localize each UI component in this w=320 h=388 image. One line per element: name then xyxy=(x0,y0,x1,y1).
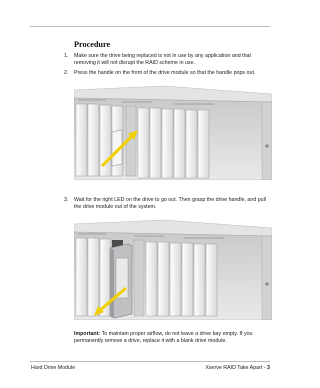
raid-front-illustration xyxy=(74,84,272,180)
figure-handle-pops-out xyxy=(74,84,272,180)
important-note xyxy=(74,331,274,346)
important-text: To maintain proper airflow, do not leave a drive bay empty. If you permanently remove a drive, replace it with a blank drive module. xyxy=(74,331,253,345)
page-number: 3 xyxy=(267,365,270,371)
step-number: 3. xyxy=(64,197,69,203)
bottom-divider xyxy=(30,361,270,362)
footer-section-title: Hard Drive Module xyxy=(31,365,76,371)
drive-removal-illustration xyxy=(74,218,272,320)
section-heading: Procedure xyxy=(74,40,111,49)
important-label: Important: xyxy=(74,331,101,337)
step-number: 1. xyxy=(64,53,69,59)
figure-drive-pulled-out xyxy=(74,218,272,320)
step-3 xyxy=(64,197,274,212)
step-text: Make sure the drive being replaced is not in use by any application and that removing it will not disrupt the RAID scheme in use. xyxy=(74,53,251,67)
footer-doc-title: Xserve RAID Take Apart - xyxy=(205,365,268,371)
step-1 xyxy=(64,53,274,68)
step-2 xyxy=(64,70,274,77)
footer-page-info xyxy=(205,365,270,371)
step-text: Press the handle on the front of the drive module so that the handle pops out. xyxy=(74,70,256,76)
top-divider xyxy=(30,26,270,27)
step-number: 2. xyxy=(64,70,69,76)
step-text: Wait for the right LED on the drive to go out. Then grasp the drive handle, and pull the drive module out of the system. xyxy=(74,197,266,211)
